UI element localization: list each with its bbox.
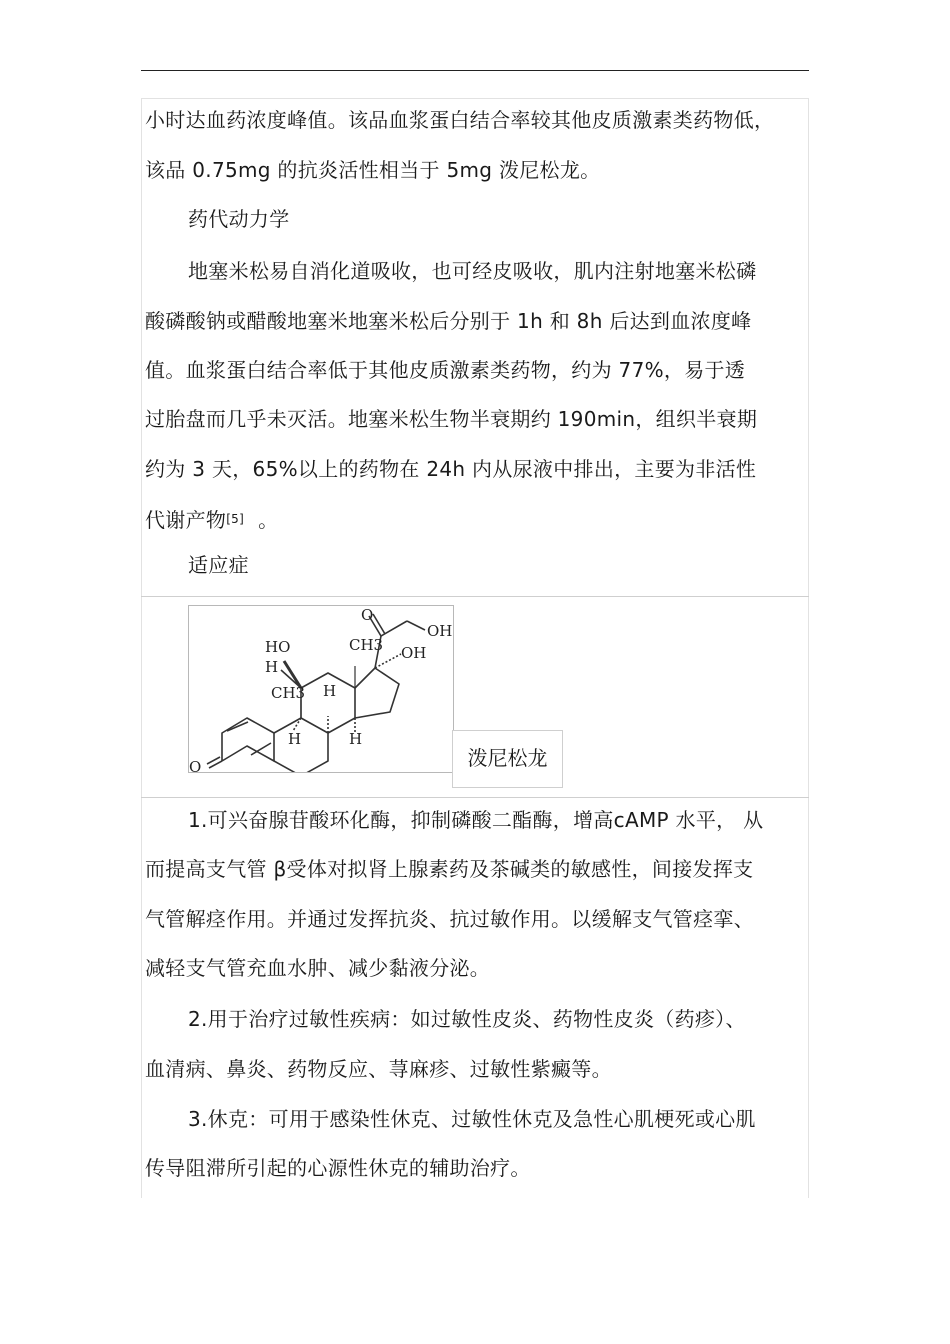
- body-line: 酸磷酸钠或醋酸地塞米地塞米松后分别于 1h 和 8h 后达到血浓度峰: [145, 309, 752, 333]
- indication-line: 传导阻滞所引起的心源性休克的辅助治疗。: [145, 1156, 531, 1180]
- chemical-structure-figure: [188, 605, 454, 773]
- body-line-with-reference: [145, 506, 813, 533]
- c19-methyl-label: CH3: [271, 684, 306, 702]
- reference-mark[interactable]: [5]: [226, 512, 245, 526]
- c9-h-label: H: [288, 730, 302, 748]
- body-line: 约为 3 天，65%以上的药物在 24h 内从尿液中排出，主要为非活性: [145, 457, 757, 481]
- c14-h-label: H: [349, 730, 363, 748]
- body-line: 该品 0.75mg 的抗炎活性相当于 5mg 泼尼松龙。: [145, 158, 601, 182]
- body-line: 过胎盘而几乎未灭活。地塞米松生物半衰期约 190min，组织半衰期: [145, 407, 758, 431]
- ketone-oxygen-label: O: [189, 758, 202, 772]
- body-text: 代谢产物: [145, 508, 227, 532]
- indication-line: 减轻支气管充血水肿、减少黏液分泌。: [145, 956, 491, 980]
- sentence-end: 。: [258, 508, 279, 532]
- indication-line: 2.用于治疗过敏性疾病：如过敏性皮炎、药物性皮炎（药疹）、: [188, 1007, 746, 1031]
- c18-methyl-label: CH3: [349, 636, 384, 654]
- c8-h-label: H: [323, 682, 337, 700]
- c11-ho-label: HO: [265, 638, 291, 656]
- content-frame-top: [141, 98, 809, 99]
- section-heading-pharmacokinetics: 药代动力学: [188, 207, 290, 231]
- figure-caption: 泼尼松龙: [467, 746, 548, 770]
- section-heading-indications: 适应症: [188, 553, 249, 577]
- body-line: 地塞米松易自消化道吸收，也可经皮吸收，肌内注射地塞米松磷: [188, 259, 757, 283]
- c11-h-label: H: [265, 658, 279, 676]
- indication-line: 1.可兴奋腺苷酸环化酶，抑制磷酸二酯酶，增高cAMP 水平， 从: [188, 808, 764, 832]
- indication-line: 血清病、鼻炎、药物反应、荨麻疹、过敏性紫癜等。: [145, 1057, 612, 1081]
- c17-oh-label: OH: [401, 644, 427, 662]
- body-line: 小时达血药浓度峰值。该品血浆蛋白结合率较其他皮质激素类药物低，: [145, 108, 775, 132]
- indication-line: 气管解痉作用。并通过发挥抗炎、抗过敏作用。以缓解支气管痉挛、: [145, 907, 754, 931]
- prednisolone-structure-diagram: [189, 606, 453, 772]
- indication-line: 3.休克：可用于感染性休克、过敏性休克及急性心肌梗死或心肌: [188, 1107, 756, 1131]
- indication-line: 而提高支气管 β受体对拟肾上腺素药及茶碱类的敏感性，间接发挥支: [145, 857, 754, 881]
- figure-caption-box: [452, 730, 563, 788]
- header-rule: [141, 70, 809, 71]
- carbonyl-oxygen-label: O: [361, 606, 374, 624]
- side-chain-oh-label: OH: [427, 622, 453, 640]
- body-line: 值。血浆蛋白结合率低于其他皮质激素类药物，约为 77%，易于透: [145, 358, 746, 382]
